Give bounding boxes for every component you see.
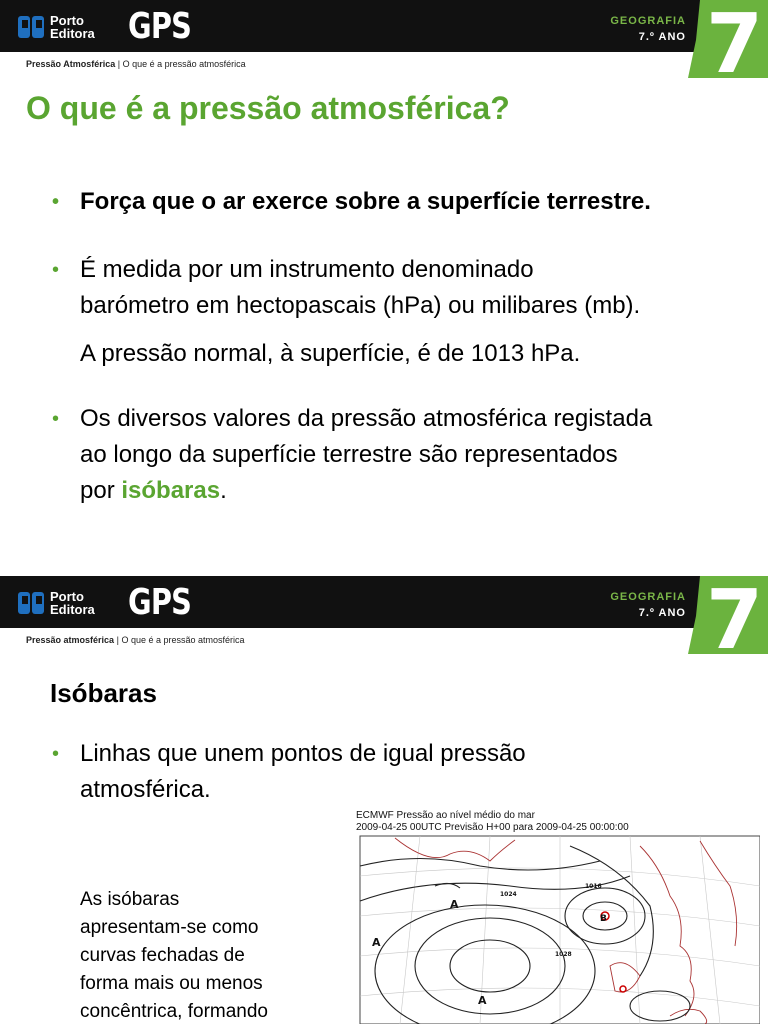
bullet-item xyxy=(52,184,651,220)
bullet-line: Os diversos valores da pressão atmosférica registada xyxy=(80,405,653,432)
bullet-line: É medida por um instrumento denominado xyxy=(80,256,534,283)
badge-number: 7 xyxy=(706,576,764,654)
gps-logo: GPS xyxy=(128,6,192,47)
porto-editora-logo xyxy=(18,588,95,618)
bullet-list xyxy=(52,736,526,808)
grade-badge-icon xyxy=(688,0,768,78)
slide-2 xyxy=(0,576,768,1024)
porto-editora-logo xyxy=(18,12,95,42)
slide-gap xyxy=(0,560,768,576)
breadcrumb-page: O que é a pressão atmosférica xyxy=(122,59,246,69)
map-label: 1016 xyxy=(585,883,602,890)
breadcrumb-page: O que é a pressão atmosférica xyxy=(121,635,245,645)
breadcrumb-separator: | xyxy=(116,635,119,645)
bullet-line: Linhas que unem pontos de igual pressão xyxy=(80,740,526,767)
grade-badge-icon xyxy=(688,576,768,654)
note-line: curvas fechadas de xyxy=(80,945,245,966)
logo-line2: Editora xyxy=(50,26,95,41)
isobar-note xyxy=(80,886,320,1024)
bullet-item xyxy=(52,252,640,372)
bullet-text: . xyxy=(220,477,227,504)
note-line: forma mais ou menos xyxy=(80,973,263,994)
grade-label: 7.º ANO xyxy=(638,607,686,619)
breadcrumb-separator: | xyxy=(117,59,121,69)
page-title: Isóbaras xyxy=(50,678,157,708)
logo-mark-icon xyxy=(18,590,46,616)
map-label: A xyxy=(450,898,459,911)
map-label: B xyxy=(600,914,607,924)
note-line: apresentam-se como xyxy=(80,917,259,938)
bullet-icon: • xyxy=(52,259,60,281)
breadcrumb xyxy=(26,635,245,645)
page-title: O que é a pressão atmosférica? xyxy=(26,90,510,126)
slide-header xyxy=(0,576,768,628)
bullet-icon: • xyxy=(52,743,60,765)
logo-line1: Porto xyxy=(50,13,84,28)
logo-line2: Editora xyxy=(50,602,95,617)
bullet-text: Força que o ar exerce sobre a superfície terrestre. xyxy=(80,188,651,215)
logo-line1: Porto xyxy=(50,589,84,604)
bullet-list xyxy=(52,401,652,509)
bullet-line: ao longo da superfície terrestre são representados xyxy=(80,441,618,468)
breadcrumb-section: Pressão atmosférica xyxy=(26,635,115,645)
map-label: A xyxy=(478,994,487,1007)
slide-header xyxy=(0,0,768,52)
isobar-map-graphic xyxy=(340,806,760,1024)
breadcrumb-section: Pressão Atmosférica xyxy=(26,59,116,69)
isobar-map xyxy=(340,806,760,1024)
note-line: As isóbaras xyxy=(80,889,180,910)
bullet-item xyxy=(52,736,526,808)
bullet-text: por xyxy=(80,477,122,504)
bullet-line: barómetro em hectopascais (hPa) ou milibares (mb). xyxy=(80,292,641,319)
bullet-line: atmosférica. xyxy=(80,776,211,803)
logo-mark-icon xyxy=(18,14,46,40)
grade-label: 7.º ANO xyxy=(638,31,686,43)
bullet-item xyxy=(52,401,652,509)
note-line: concêntrica, formando xyxy=(80,1001,268,1022)
map-title-line2: 2009-04-25 00UTC Previsão H+00 para 2009-04-25 00:00:00 xyxy=(356,822,629,833)
highlight-term: isóbaras xyxy=(121,477,221,504)
subject-label: GEOGRAFIA xyxy=(610,591,686,603)
bullet-line xyxy=(80,473,652,509)
breadcrumb xyxy=(26,59,246,69)
subject-label: GEOGRAFIA xyxy=(610,15,686,27)
bullet-icon: • xyxy=(52,191,60,213)
map-label: 1028 xyxy=(555,951,572,958)
map-label: 1024 xyxy=(500,891,517,898)
bullet-list xyxy=(52,252,640,372)
badge-number: 7 xyxy=(706,0,764,78)
bullet-line: A pressão normal, à superfície, é de 1013 hPa. xyxy=(80,340,581,367)
map-label: A xyxy=(372,936,381,949)
map-title-line1: ECMWF Pressão ao nível médio do mar xyxy=(356,810,535,821)
bullet-icon: • xyxy=(52,408,60,430)
gps-logo: GPS xyxy=(128,582,192,623)
bullet-list xyxy=(52,184,651,220)
